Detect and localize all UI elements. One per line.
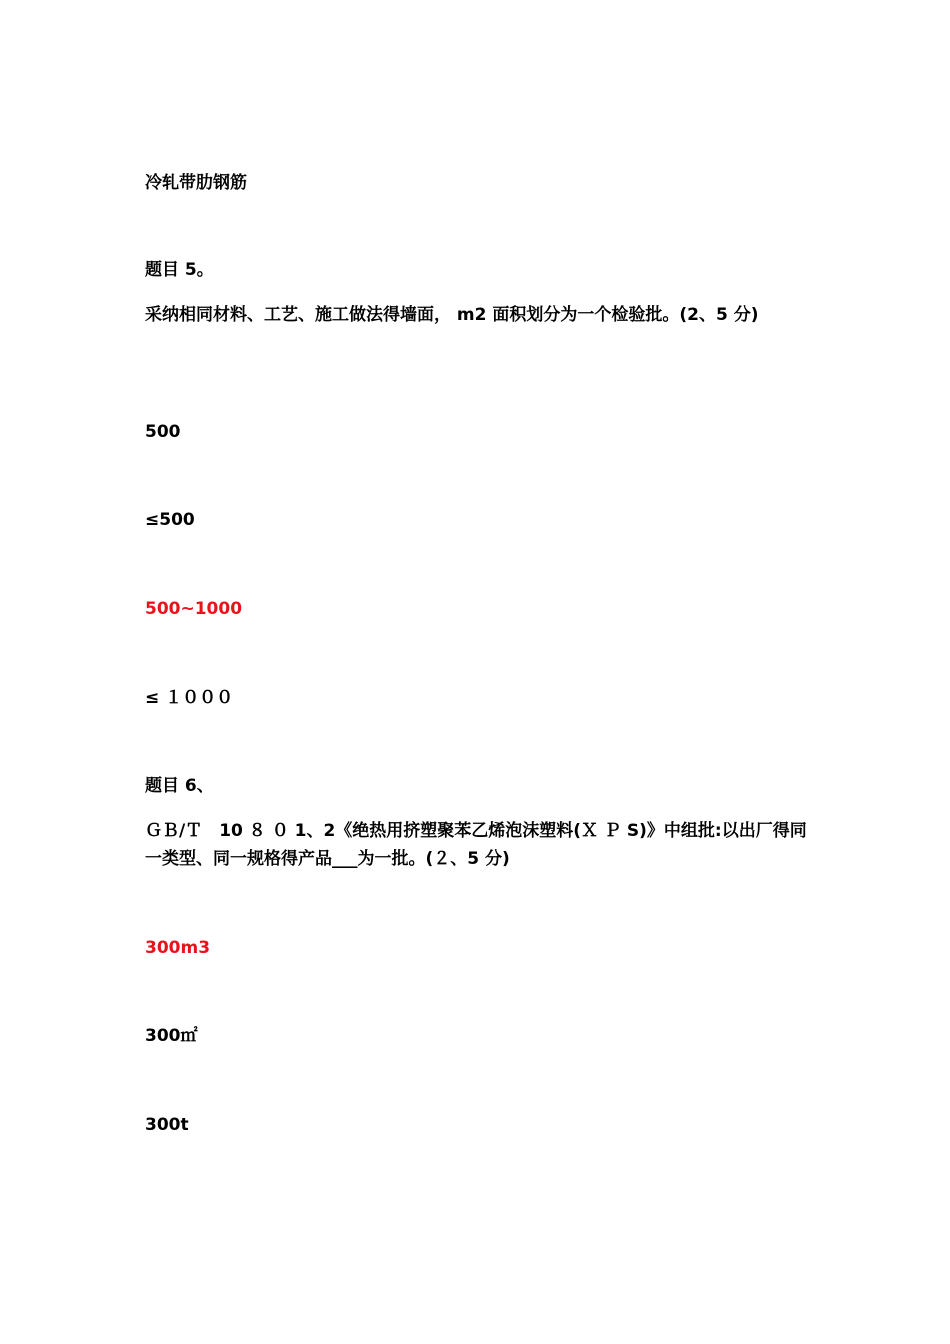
question-5-option-3-correct: 500~1000: [145, 599, 243, 619]
question-5-option-1: 500: [145, 422, 181, 442]
question-6-option-1-correct: 300m3: [145, 938, 211, 958]
question-5-option-4: ≤ １０００: [145, 688, 234, 708]
question-5-heading: 题目 5。: [145, 260, 214, 280]
question-6-option-3: 300t: [145, 1115, 189, 1135]
question-6-text: ＧＢ/Ｔ 10 ８ ０ 1、2《绝热用挤塑聚苯乙烯泡沫塑料(Ｘ Ｐ S)》中组批:以出厂得同一类型、同一规格得产品___为一批。(２、5 分): [145, 821, 807, 869]
question-6-heading: 题目 6、: [145, 776, 214, 796]
question-5-text: 采纳相同材料、工艺、施工做法得墙面， m2 面积划分为一个检验批。(2、5 分): [145, 305, 759, 325]
question-5-option-2: ≤500: [145, 510, 195, 530]
question-6-option-2: 300㎡: [145, 1026, 198, 1046]
previous-option-text: 冷轧带肋钢筋: [145, 173, 247, 193]
